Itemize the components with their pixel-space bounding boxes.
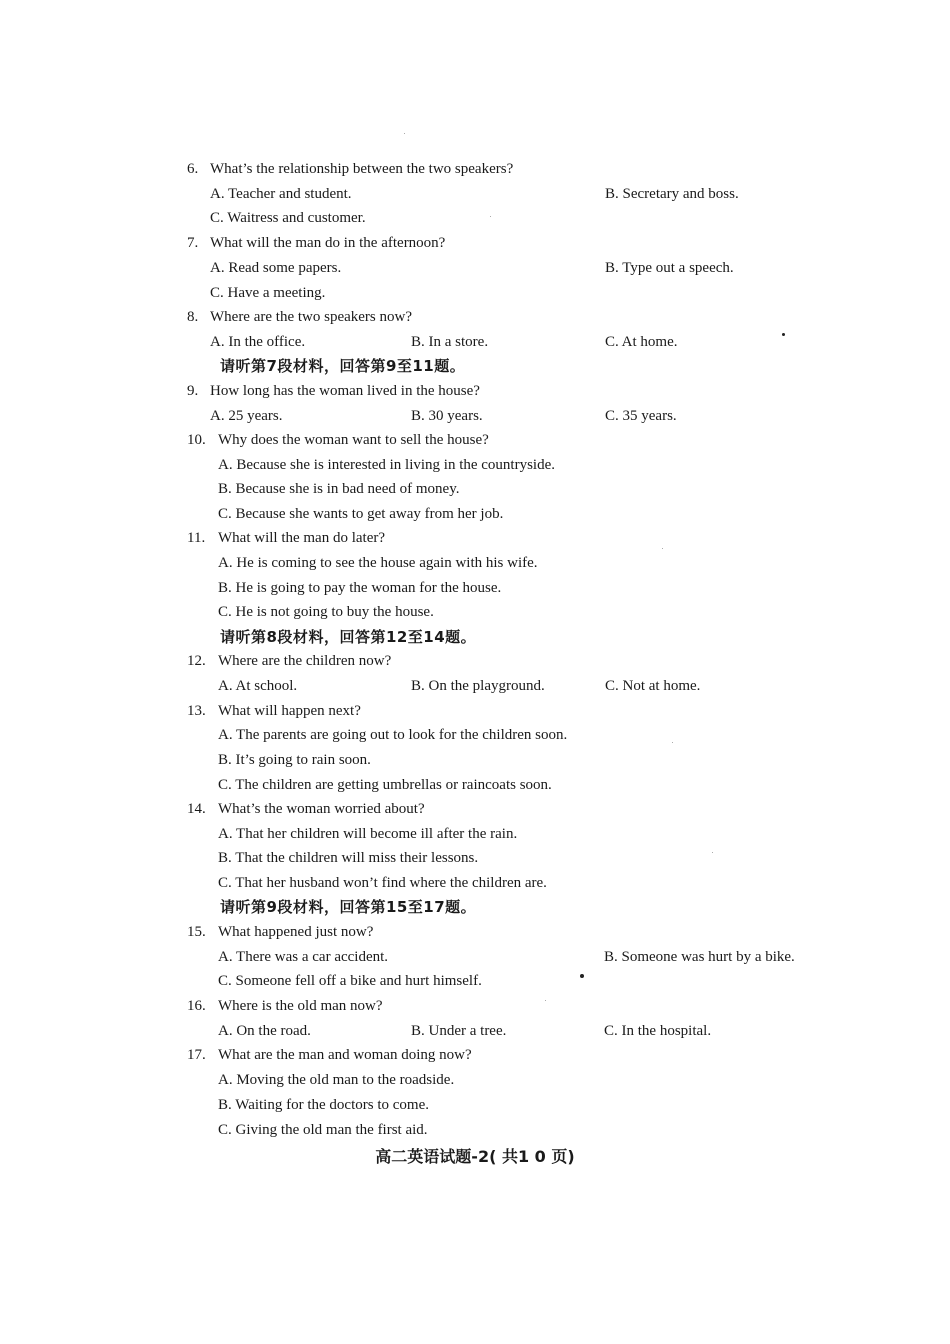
question-17-number: 17. [187,1047,206,1063]
question-17-text: What are the man and woman doing now? [218,1047,472,1063]
question-7-option-a: A. Read some papers. [210,260,342,276]
scan-speck [404,133,405,134]
section-7-instruction: 请听第7段材料，回答第9至11题。 [220,357,466,375]
question-15-number: 15. [187,924,206,940]
question-8-text: Where are the two speakers now? [210,309,412,325]
question-10-option-a: A. Because she is interested in living in the countryside. [218,457,556,473]
question-9-text: How long has the woman lived in the house? [210,383,480,399]
question-11-option-b: B. He is going to pay the woman for the house. [218,580,502,596]
question-6-option-c: C. Waitress and customer. [210,210,366,226]
question-12-text: Where are the children now? [218,653,392,669]
question-16-option-a: A. On the road. [218,1023,311,1039]
question-12-option-c: C. Not at home. [605,678,701,694]
question-14-option-a: A. That her children will become ill after the rain. [218,826,518,842]
question-8-option-b: B. In a store. [411,334,489,350]
question-13-number: 13. [187,703,206,719]
question-15-option-a: A. There was a car accident. [218,949,389,965]
question-6-text: What’s the relationship between the two speakers? [210,161,514,177]
question-13-option-b: B. It’s going to rain soon. [218,752,371,768]
scan-speck [580,974,584,978]
question-14-option-b: B. That the children will miss their lessons. [218,850,479,866]
question-9-option-b: B. 30 years. [411,408,483,424]
question-6-option-b: B. Secretary and boss. [605,186,739,202]
question-12-number: 12. [187,653,206,669]
question-17-option-a: A. Moving the old man to the roadside. [218,1072,455,1088]
question-13-text: What will happen next? [218,703,361,719]
question-11-text: What will the man do later? [218,530,386,546]
question-6-option-a: A. Teacher and student. [210,186,352,202]
scan-speck [782,333,785,336]
question-12-option-a: A. At school. [218,678,298,694]
question-9-number: 9. [187,383,199,399]
question-14-text: What’s the woman worried about? [218,801,425,817]
scan-speck [490,216,491,217]
section-9-instruction: 请听第9段材料，回答第15至17题。 [220,898,477,916]
question-8-option-c: C. At home. [605,334,678,350]
question-14-option-c: C. That her husband won’t find where the children are. [218,875,547,891]
question-11-number: 11. [187,530,206,546]
question-10-option-c: C. Because she wants to get away from her job. [218,506,504,522]
question-11-option-a: A. He is coming to see the house again with his wife. [218,555,538,571]
question-10-number: 10. [187,432,206,448]
question-10-text: Why does the woman want to sell the house? [218,432,489,448]
question-15-option-c: C. Someone fell off a bike and hurt himself. [218,973,482,989]
question-10-option-b: B. Because she is in bad need of money. [218,481,460,497]
question-6-number: 6. [187,161,199,177]
question-7-option-c: C. Have a meeting. [210,285,326,301]
page-footer: 高二英语试题-2( 共1 0 页) [375,1147,575,1166]
question-7-number: 7. [187,235,199,251]
question-16-option-b: B. Under a tree. [411,1023,507,1039]
scan-speck [662,548,663,549]
question-9-option-a: A. 25 years. [210,408,283,424]
question-8-option-a: A. In the office. [210,334,306,350]
question-13-option-c: C. The children are getting umbrellas or raincoats soon. [218,777,552,793]
question-15-text: What happened just now? [218,924,374,940]
question-16-number: 16. [187,998,206,1014]
question-16-text: Where is the old man now? [218,998,383,1014]
question-14-number: 14. [187,801,206,817]
scan-speck [545,1000,546,1001]
question-11-option-c: C. He is not going to buy the house. [218,604,434,620]
question-17-option-b: B. Waiting for the doctors to come. [218,1097,429,1113]
question-16-option-c: C. In the hospital. [604,1023,712,1039]
question-12-option-b: B. On the playground. [411,678,545,694]
question-15-option-b: B. Someone was hurt by a bike. [604,949,795,965]
question-8-number: 8. [187,309,199,325]
scan-speck [712,852,713,853]
question-9-option-c: C. 35 years. [605,408,677,424]
question-7-option-b: B. Type out a speech. [605,260,734,276]
question-17-option-c: C. Giving the old man the first aid. [218,1122,428,1138]
scan-speck [672,742,673,743]
question-13-option-a: A. The parents are going out to look for the children soon. [218,727,568,743]
section-8-instruction: 请听第8段材料，回答第12至14题。 [220,628,477,646]
question-7-text: What will the man do in the afternoon? [210,235,446,251]
